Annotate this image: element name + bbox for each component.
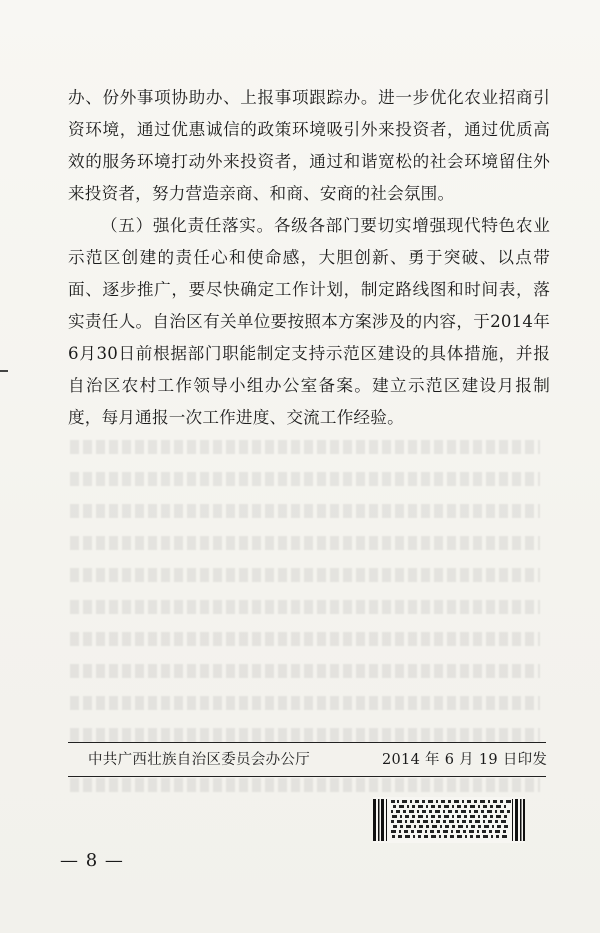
bleed-through — [70, 504, 540, 518]
bleed-through — [70, 728, 540, 742]
paragraph-2 — [68, 210, 550, 434]
margin-mark — [0, 370, 8, 372]
bleed-through — [70, 664, 540, 678]
bleed-through — [70, 536, 540, 550]
issuing-office: 中共广西壮族自治区委员会办公厅 — [88, 752, 310, 768]
page-number: — 8 — — [60, 850, 124, 871]
paragraph-1 — [68, 82, 550, 210]
bleed-through — [70, 696, 540, 710]
paragraph-2-text: 各级各部门要切实增强现代特色农业示范区创建的责任心和使命感，大胆创新、勇于突破、以点带面、逐步推广，要尽快确定工作计划，制定路线图和时间表，落实责任人。自治区有关单位要按照本方案涉及的内容，于2014年6月30日前根据部门职能制定支持示范区建设的具体措施，并报自治区农村工作领导小组办公室备案。建立示范区建设月报制度，每月通报一次工作进度、交流工作经验。 — [68, 216, 551, 427]
section-heading: （五）强化责任落实。 — [101, 216, 274, 235]
paragraph-1-text: 办、份外事项协助办、上报事项跟踪办。进一步优化农业招商引资环境，通过优惠诚信的政策环境吸引外来投资者，通过优质高效的服务环境打动外来投资者，通过和谐宽松的社会环境留住外来投资者，努力营造亲商、和商、安商的社会氛围。 — [68, 88, 550, 203]
body-text — [68, 82, 550, 434]
bleed-through — [70, 600, 540, 614]
bleed-through — [70, 778, 540, 792]
footer-bottom-rule — [68, 776, 546, 777]
bleed-through — [70, 632, 540, 646]
bleed-through — [70, 440, 540, 454]
barcode-icon — [373, 797, 525, 843]
print-date: 2014 年 6 月 19 日印发 — [382, 752, 548, 768]
bleed-through — [70, 568, 540, 582]
bleed-through — [70, 472, 540, 486]
footer-top-rule — [68, 742, 546, 743]
